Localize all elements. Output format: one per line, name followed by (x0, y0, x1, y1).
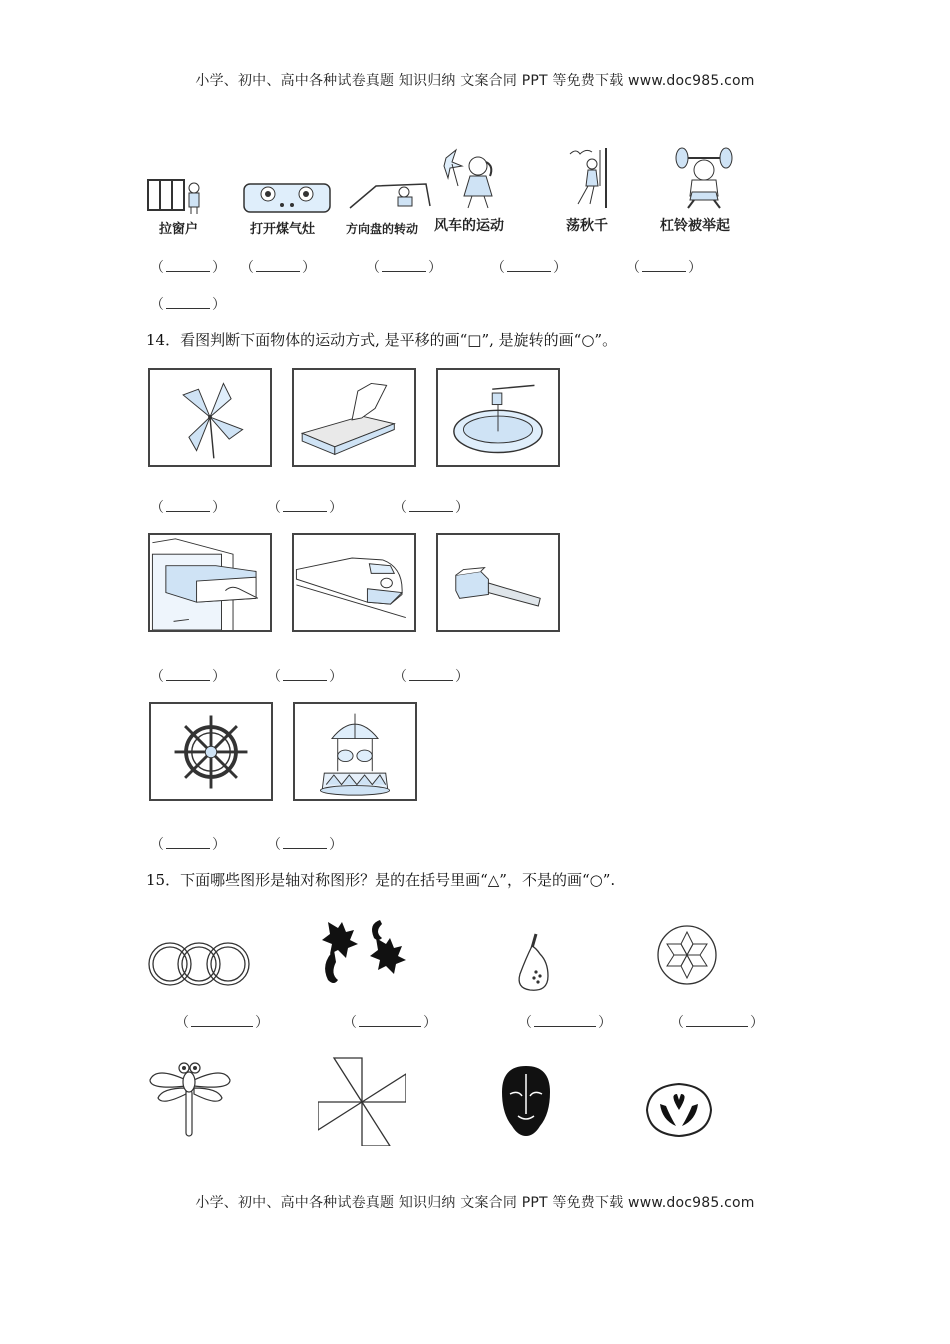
star-circle-icon (656, 924, 718, 986)
q15-fig-8 (646, 1082, 712, 1138)
q13-item-barbell (674, 146, 734, 210)
girl-pinwheel-icon (434, 146, 504, 212)
q14-faucet-frame (436, 368, 560, 467)
answer-line (686, 1014, 748, 1027)
opera-mask-icon (500, 1064, 552, 1138)
answer-line (507, 259, 551, 272)
answer-line (283, 836, 327, 849)
carousel-icon (295, 704, 415, 799)
three-rings-icon (146, 938, 252, 990)
q14-blank-7[interactable]: （ ） (150, 837, 226, 853)
q14-blank-1[interactable]: （ ） (150, 500, 226, 516)
answer-line (166, 259, 210, 272)
q14-drawer-frame (148, 533, 272, 632)
q13-label-2: 打开煤气灶 (250, 222, 316, 237)
stamp-tool-icon (438, 535, 558, 630)
q15-fig-2 (316, 916, 422, 992)
q13-blank-1[interactable]: （ ） (150, 260, 226, 276)
q13-blank-3[interactable]: （ ） (366, 260, 442, 276)
answer-line (166, 296, 210, 309)
barbell-lift-icon (674, 146, 734, 210)
q13-item-pinwheel-girl (434, 146, 504, 212)
answer-line (283, 668, 327, 681)
page-footer: 小学、初中、高中各种试卷真题 知识归纳 文案合同 PPT 等免费下载 www.doc985.com (195, 1195, 755, 1211)
q14-carousel-frame (293, 702, 417, 801)
q13-blank-6[interactable]: （ ） (150, 297, 226, 313)
gas-stove-icon (242, 180, 332, 216)
q14-blank-3[interactable]: （ ） (393, 500, 469, 516)
q14-train-frame (292, 533, 416, 632)
answer-line (642, 259, 686, 272)
q14-pinwheel-frame (148, 368, 272, 467)
answer-line (409, 668, 453, 681)
q14-stamp-frame (436, 533, 560, 632)
q14-shipwheel-frame (149, 702, 273, 801)
hands-leaf-logo-icon (646, 1082, 712, 1138)
dragonfly-icon (146, 1056, 234, 1140)
q15-title: 15．下面哪些图形是轴对称图形？是的在括号里画“△”，不是的画“○”. (146, 871, 616, 889)
q13-item-window (146, 176, 206, 216)
answer-line (191, 1014, 253, 1027)
pear-icon (514, 930, 554, 992)
answer-line (166, 499, 210, 512)
drawer-icon (150, 535, 270, 630)
q13-label-1: 拉窗户 (159, 222, 199, 237)
q14-blank-4[interactable]: （ ） (150, 669, 226, 685)
answer-line (359, 1014, 421, 1027)
answer-line (382, 259, 426, 272)
q13-label-6: 杠铃被举起 (660, 218, 730, 234)
q15-blank-1[interactable]: （ ） (175, 1015, 269, 1031)
swing-icon (566, 146, 616, 210)
q13-blank-4[interactable]: （ ） (491, 260, 567, 276)
q14-blank-8[interactable]: （ ） (267, 837, 343, 853)
q15-fig-5 (146, 1056, 234, 1140)
answer-line (166, 836, 210, 849)
q15-fig-7 (500, 1064, 552, 1138)
q14-abacus-frame (292, 368, 416, 467)
answer-line (256, 259, 300, 272)
answer-line (409, 499, 453, 512)
abacus-icon (294, 370, 414, 465)
q13-label-3: 方向盘的转动 (346, 222, 419, 236)
pinwheel-outline-icon (318, 1056, 406, 1146)
q15-fig-1 (146, 938, 252, 990)
q15-blank-4[interactable]: （ ） (670, 1015, 764, 1031)
page-header: 小学、初中、高中各种试卷真题 知识归纳 文案合同 PPT 等免费下载 www.doc985.com (195, 73, 755, 89)
q15-blank-2[interactable]: （ ） (343, 1015, 437, 1031)
q14-blank-5[interactable]: （ ） (267, 669, 343, 685)
pinwheel-icon (150, 370, 270, 465)
q13-blank-5[interactable]: （ ） (626, 260, 702, 276)
q14-title: 14．看图判断下面物体的运动方式, 是平移的画“□”, 是旋转的画“○”。 (146, 331, 618, 349)
q13-item-stove (242, 180, 332, 216)
window-pull-icon (146, 176, 206, 216)
steering-wheel-car-icon (346, 180, 436, 210)
q14-blank-2[interactable]: （ ） (267, 500, 343, 516)
answer-line (283, 499, 327, 512)
q15-fig-4 (656, 924, 718, 986)
q15-fig-6 (318, 1056, 406, 1146)
answer-line (166, 668, 210, 681)
q13-label-5: 荡秋千 (566, 218, 608, 234)
answer-line (534, 1014, 596, 1027)
q15-blank-3[interactable]: （ ） (518, 1015, 612, 1031)
q14-blank-6[interactable]: （ ） (393, 669, 469, 685)
q13-blank-2[interactable]: （ ） (240, 260, 316, 276)
leaf-ornament-icon (316, 916, 422, 992)
bullet-train-icon (294, 535, 414, 630)
ship-wheel-icon (151, 704, 271, 799)
q13-item-steering (346, 180, 436, 210)
faucet-sink-icon (438, 370, 558, 465)
q15-fig-3 (514, 930, 554, 992)
q13-item-swing (566, 146, 616, 210)
q13-label-4: 风车的运动 (434, 218, 504, 234)
